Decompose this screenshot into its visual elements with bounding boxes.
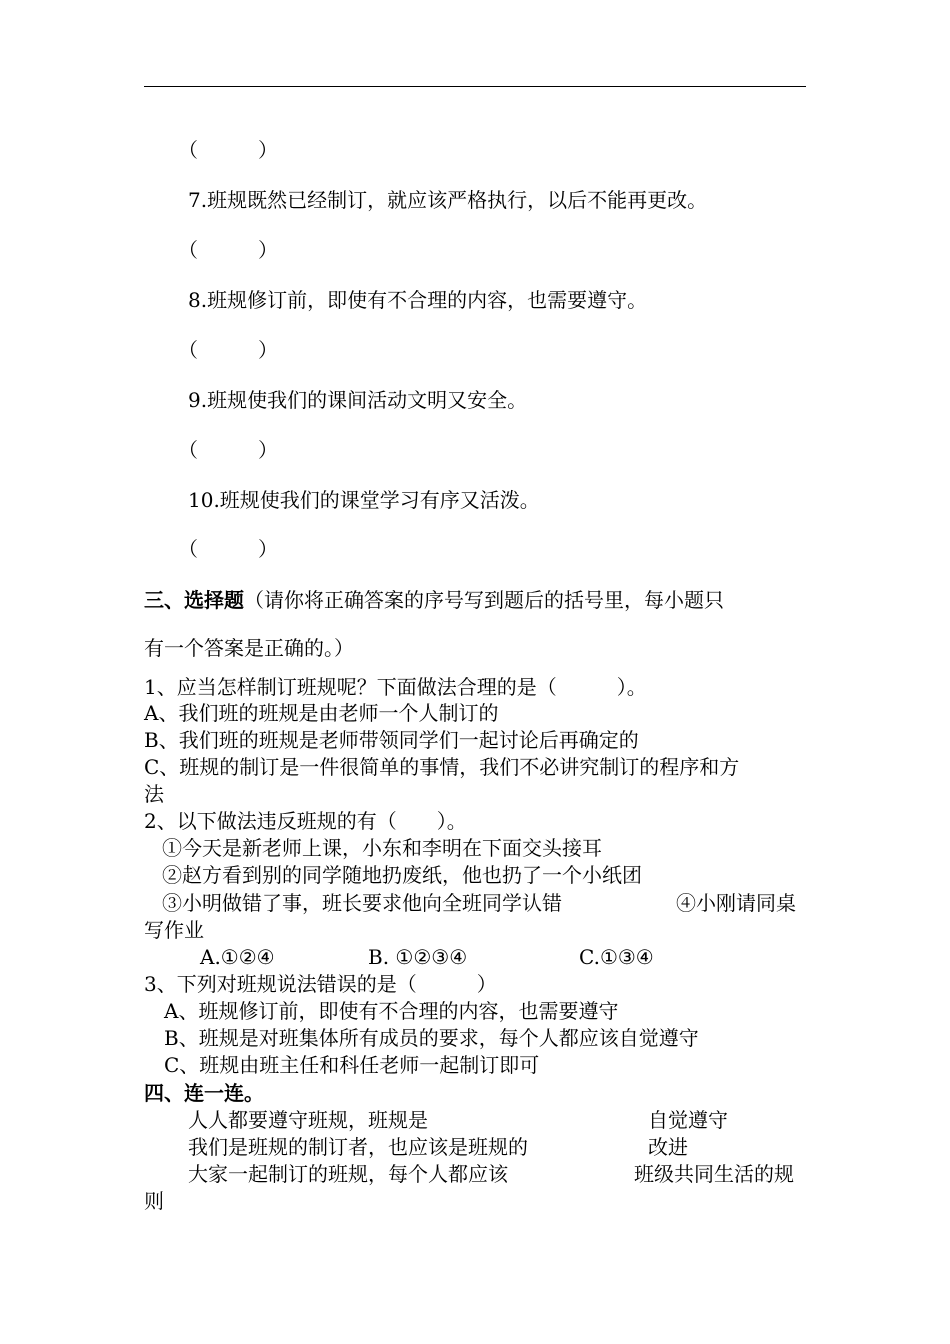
match-right-3-cont: 则 [144,1189,164,1213]
judge-question-10: 10.班规使我们的课堂学习有序又活泼。 [188,488,540,512]
match-left-1: 人人都要遵守班规，班规是 [188,1108,428,1132]
choice-q1-option-b: B、我们班的班规是老师带领同学们一起讨论后再确定的 [144,728,639,752]
choice-q2-option-a: A.①②④ [200,945,275,969]
section3-heading-line [144,588,724,612]
match-left-2: 我们是班规的制订者，也应该是班规的 [188,1135,528,1159]
choice-q2-item-4: ④小刚请同桌 [676,891,796,915]
choice-q2-item-4-cont: 写作业 [144,918,204,942]
choice-q1-option-a: A、我们班的班规是由老师一个人制订的 [144,701,499,725]
match-right-1: 自觉遵守 [648,1108,728,1132]
choice-q3-option-c: C、班规由班主任和科任老师一起制订即可 [164,1053,540,1077]
choice-q3-stem: 3、下列对班规说法错误的是（ ） [144,972,497,996]
choice-q2-stem: 2、以下做法违反班规的有（ ）。 [144,809,467,833]
answer-blank: （ ） [178,537,278,561]
section3-heading: 三、选择题 [144,588,244,612]
match-left-3: 大家一起制订的班规，每个人都应该 [188,1162,508,1186]
choice-q2-option-c: C.①③④ [579,945,654,969]
choice-q1-option-c: C、班规的制订是一件很简单的事情，我们不必讲究制订的程序和方 [144,755,740,779]
header-rule [144,86,806,87]
answer-blank: （ ） [178,238,278,262]
match-right-3: 班级共同生活的规 [634,1162,794,1186]
choice-q1-option-c-cont: 法 [144,782,164,806]
judge-question-7: 7.班规既然已经制订，就应该严格执行，以后不能再更改。 [188,188,708,212]
choice-q2-item-3: ③小明做错了事，班长要求他向全班同学认错 [162,891,562,915]
match-right-2: 改进 [648,1135,688,1159]
choice-q2-option-b: B. ①②③④ [368,945,468,969]
section3-instruction-cont: 有一个答案是正确的。） [144,636,354,660]
answer-blank: （ ） [178,338,278,362]
answer-blank: （ ） [178,438,278,462]
judge-question-8: 8.班规修订前，即使有不合理的内容，也需要遵守。 [188,288,648,312]
judge-question-9: 9.班规使我们的课间活动文明又安全。 [188,388,528,412]
answer-blank: （ ） [178,138,278,162]
choice-q2-item-2: ②赵方看到别的同学随地扔废纸，他也扔了一个小纸团 [162,863,642,887]
choice-q2-item-1: ①今天是新老师上课，小东和李明在下面交头接耳 [162,836,602,860]
section3-instruction: （请你将正确答案的序号写到题后的括号里，每小题只 [244,588,724,612]
choice-q3-option-a: A、班规修订前，即使有不合理的内容，也需要遵守 [164,999,619,1023]
section4-heading: 四、连一连。 [144,1081,264,1105]
choice-q3-option-b: B、班规是对班集体所有成员的要求，每个人都应该自觉遵守 [164,1026,699,1050]
choice-q1-stem: 1、应当怎样制订班规呢？下面做法合理的是（ ）。 [144,675,647,699]
